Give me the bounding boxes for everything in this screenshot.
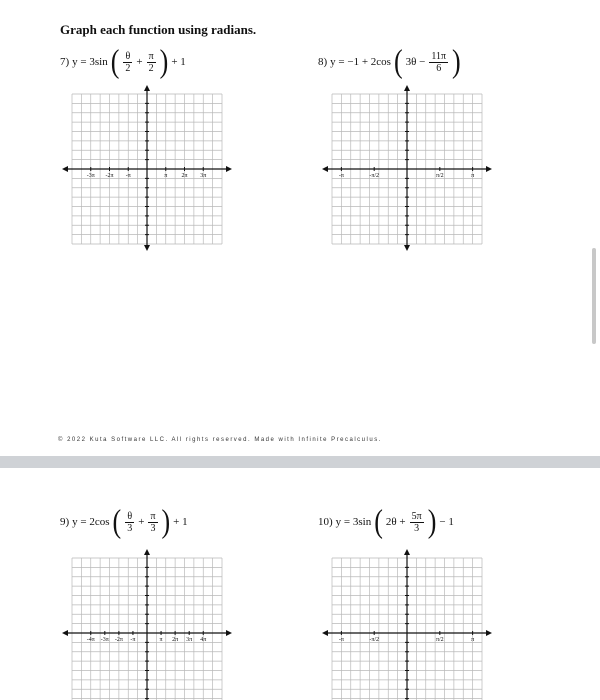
x-tick-label: 3π [186, 637, 193, 643]
x-tick-label: π [471, 637, 475, 643]
worksheet-heading: Graph each function using radians. [60, 22, 257, 37]
x-tick-label: π [471, 173, 475, 179]
worksheet-page-2 [0, 468, 600, 700]
x-tick-label: -3π [100, 637, 109, 643]
equation-lead: y = 3sin [335, 516, 372, 528]
left-paren: ( [393, 43, 403, 80]
equation-lead: y = −1 + 2cos [330, 56, 391, 68]
y-axis-bottom-arrow [144, 245, 150, 251]
y-axis-top-arrow [404, 549, 410, 555]
x-tick-label: -π [338, 173, 344, 179]
problem-8-equation [318, 43, 461, 80]
graph-grid-9 [62, 550, 232, 700]
fraction: $\frac{5\pi}{3}$ [411, 510, 422, 534]
x-tick-label: -π [125, 173, 131, 179]
x-tick-label: -2π [114, 637, 123, 643]
right-paren: ) [161, 503, 171, 540]
equation-tail: − 1 [439, 516, 454, 528]
right-paren: ) [159, 43, 169, 80]
x-tick-label: π/2 [435, 173, 444, 179]
fraction: $\frac{\pi}{2}$ [148, 50, 154, 74]
left-paren: ( [110, 43, 120, 80]
x-axis-left-arrow [322, 166, 328, 172]
equation-inner: 3θ − [405, 56, 426, 68]
y-axis-bottom-arrow [404, 245, 410, 251]
graph-grid-8 [322, 86, 492, 252]
x-tick-label: -π/2 [369, 637, 380, 643]
problem-number: 8) [318, 56, 328, 68]
problem-10-equation [318, 503, 454, 540]
x-axis-left-arrow [62, 630, 68, 636]
left-paren: ( [112, 503, 122, 540]
left-paren: ( [374, 503, 383, 540]
x-axis-right-arrow [486, 630, 492, 636]
graph-grid-7 [62, 86, 232, 252]
problem-number: 10) [318, 516, 333, 528]
x-tick-label: -2π [105, 173, 114, 179]
equation-tail: + 1 [173, 516, 188, 528]
x-tick-label: 2π [172, 637, 179, 643]
x-tick-label: -π [338, 637, 344, 643]
x-axis-left-arrow [62, 166, 68, 172]
scrollbar-thumb[interactable] [592, 248, 596, 344]
plus-sign: + [136, 56, 143, 68]
x-axis-right-arrow [486, 166, 492, 172]
fraction: $\frac{11\pi}{6}$ [431, 50, 447, 74]
y-axis-top-arrow [144, 549, 150, 555]
x-tick-label: -4π [86, 637, 95, 643]
x-axis-left-arrow [322, 630, 328, 636]
equation-lead: y = 3sin [72, 56, 108, 68]
equation-lead: y = 2cos [72, 516, 110, 528]
fraction: $\frac{\theta}{3}$ [127, 510, 133, 534]
x-axis-right-arrow [226, 630, 232, 636]
x-tick-label: π/2 [435, 637, 444, 643]
equation-inner: 2θ + [385, 516, 406, 528]
problem-7-equation [60, 43, 186, 80]
x-tick-label: π [164, 173, 168, 179]
right-paren: ) [452, 43, 461, 80]
x-tick-label: π [159, 637, 163, 643]
y-axis-top-arrow [144, 85, 150, 91]
right-paren: ) [427, 503, 437, 540]
x-tick-label: 4π [200, 637, 207, 643]
x-tick-label: 3π [200, 173, 207, 179]
fraction: $\frac{\theta}{2}$ [125, 50, 131, 74]
problem-number: 7) [60, 56, 70, 68]
page-divider [0, 456, 600, 468]
x-tick-label: -3π [86, 173, 95, 179]
x-tick-label: 2π [181, 173, 188, 179]
graph-grid-10 [322, 550, 492, 700]
x-tick-label: -π/2 [369, 173, 380, 179]
problem-9-equation [60, 503, 188, 540]
fraction: $\frac{\pi}{3}$ [150, 510, 156, 534]
copyright-footer: © 2022 Kuta Software LLC. All rights reserved. Made with Infinite Precalculus. [58, 437, 382, 443]
problem-number: 9) [60, 516, 70, 528]
equation-tail: + 1 [171, 56, 186, 68]
y-axis-top-arrow [404, 85, 410, 91]
plus-sign: + [138, 516, 145, 528]
x-axis-right-arrow [226, 166, 232, 172]
x-tick-label: -π [130, 637, 136, 643]
